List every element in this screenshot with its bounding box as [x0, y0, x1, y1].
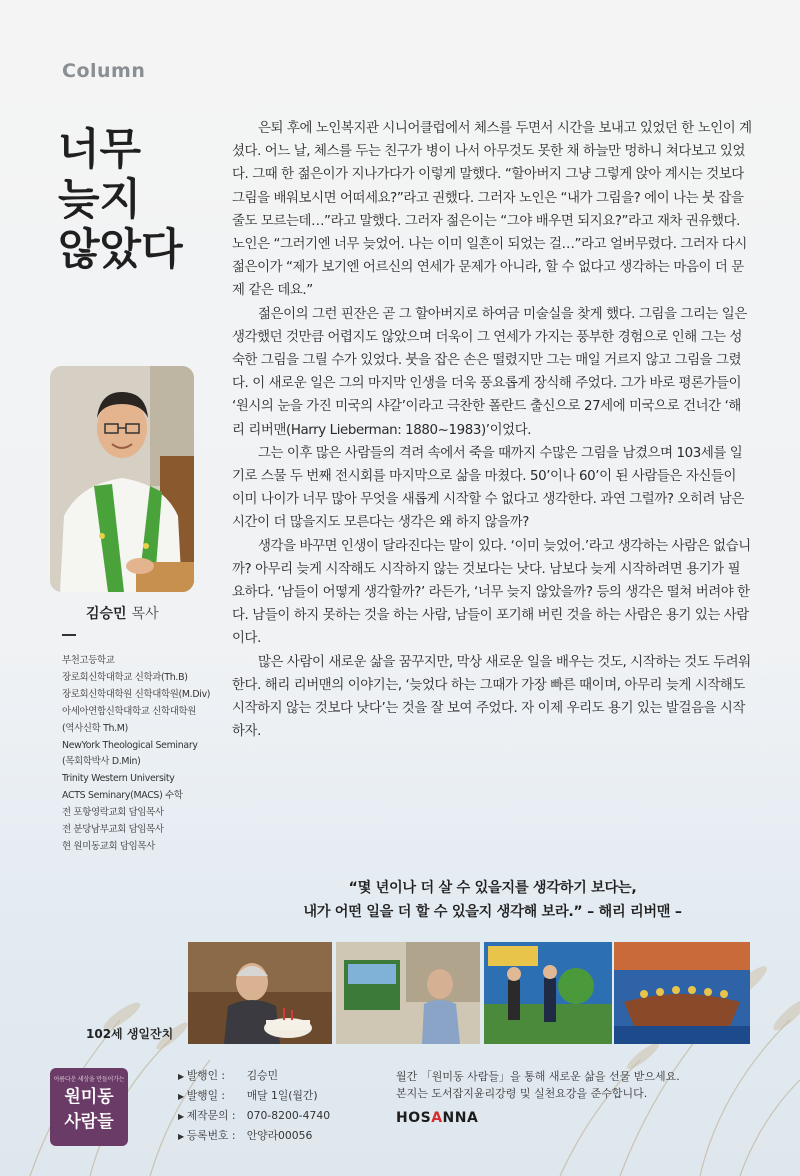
title-line: 않았다 — [58, 225, 183, 275]
bio-item: 장로회신학대학원 신학대학원(M.Div) — [62, 688, 211, 700]
pastor-portrait-image — [50, 366, 194, 592]
title-line: 너무 — [58, 125, 142, 175]
author-portrait — [50, 366, 194, 592]
body-paragraph: 은퇴 후에 노인복지관 시니어클럽에서 체스를 두면서 시간을 보내고 있었던 한 노인이 계셨다. 어느 날, 체스를 두는 친구가 병이 나서 아무것도 못한 채 하늘만 멍하니 쳐다보고 있었다. 그때 한 젊은이가 지나가다가 이렇게 말했다. “할아버지 그냥 그렇게 앉아 계시는 것보다 그림을 배워보시면 어떠세요?”라고 권했다. 그러자 노인은 “내가 그림을? 에이 나는 붓 잡을 줄도 모르는데…”라고 말했다. 그러자 젊은이는 “그야 배우면 되지요?”라고 재차 권유했다. 노인은 “그러기엔 너무 늦었어. 나는 이미 일흔이 되었는 걸…”라고 얼버무렸다. 그러자 다시 젊은이가 “제가 보기엔 어르신의 연세가 문제가 아니라, 할 수 없다고 생각하는 마음이 더 문제 같은 데요.” — [232, 121, 752, 299]
info-label: 발행인 : — [186, 1069, 226, 1082]
printer-logo-part: HOS — [396, 1110, 432, 1126]
info-value: 김승민 — [246, 1069, 278, 1082]
printer-logo — [396, 1110, 478, 1126]
notice-line: 월간 「원미동 사람들」을 통해 새로운 삶을 선물 받으세요. — [396, 1070, 680, 1083]
lieberman-painting-1 — [484, 942, 612, 1044]
info-value: 안양라00056 — [246, 1129, 313, 1142]
divider — [62, 634, 76, 636]
birthday-party-image — [188, 942, 332, 1044]
info-value: 070-8200-4740 — [246, 1109, 331, 1122]
author-role: 목사 — [131, 606, 159, 622]
bio-item: ACTS Seminary(MACS) 수학 — [62, 790, 183, 802]
bio-item: 전 포항영락교회 담임목사 — [62, 807, 164, 819]
pull-quote — [210, 876, 775, 924]
title-line: 늦지 — [58, 175, 142, 225]
body-paragraph: 많은 사람이 새로운 삶을 꿈꾸지만, 막상 새로운 일을 배우는 것도, 시작하는 것도 두려워한다. 해리 리버맨의 이야기는, ‘늦었다 하는 그때가 가장 빠른 때이며, 아무리 늦게 시작해도 시작하지 않는 것보다 낫다’는 것을 잘 보여 주었다. 자 이제 우리도 용기 있는 발걸음을 시작하자. — [232, 654, 751, 740]
body-paragraph: 그는 이후 많은 사람들의 격려 속에서 죽을 때까지 수많은 그림을 남겼으며 103세를 일기로 스물 두 번째 전시회를 마지막으로 삶을 마쳤다. 50’이나 60’이 된 사람들은 자신들이 이미 나이가 너무 많아 무엇을 새롭게 시작할 수 없다고 생각한다. 과연 그럴까? 오히려 남은 시간이 더 많을지도 모른다는 생각은 왜 하지 않을까? — [232, 445, 744, 531]
inquiry-row — [178, 1106, 330, 1126]
quote-line: “몇 년이나 더 살 수 있을지를 생각하기 보다는, — [348, 880, 637, 896]
bio-item: 장로회신학대학교 신학과(Th.B) — [62, 671, 188, 683]
photo-birthday-party — [188, 942, 332, 1044]
logo-line: 사람들 — [64, 1112, 114, 1132]
printer-logo-part: NNA — [442, 1110, 479, 1126]
publication-info — [178, 1066, 330, 1146]
author-name-text: 김승민 — [86, 606, 127, 622]
issue-date-row — [178, 1086, 330, 1106]
magazine-logo — [50, 1068, 128, 1146]
info-label: 등록번호 : — [186, 1129, 236, 1142]
publisher-row — [178, 1066, 330, 1086]
info-label: 발행일 : — [186, 1089, 226, 1102]
article-title — [58, 125, 183, 275]
logo-line: 원미동 — [64, 1087, 114, 1107]
bio-item: NewYork Theological Seminary — [62, 739, 198, 751]
bio-item: (역사신학 Th.M) — [62, 722, 128, 734]
lieberman-painting-2 — [614, 942, 750, 1044]
notice — [396, 1068, 680, 1102]
bio-item: 부천고등학교 — [62, 655, 115, 666]
printer-logo-part: A — [431, 1110, 443, 1126]
article-body — [232, 117, 752, 743]
section-label: Column — [62, 60, 146, 82]
body-paragraph: 생각을 바꾸면 인생이 달라진다는 말이 있다. ‘이미 늦었어.’라고 생각하는 사람은 없습니까? 아무리 늦게 시작해도 시작하지 않는 것보다는 낫다. 남보다 늦게 시작하려면 용기가 필요하다. ‘남들이 어떻게 생각할까?’ 라든가, ‘너무 늦지 않았을까? 등의 생각은 떨쳐 버려야 한다. 남들이 하지 못하는 것을 하는 사람, 남들이 포기해 버린 것을 하는 사람은 용기 있는 사람이다. — [232, 538, 751, 647]
bio-item: 아세아연합신학대학교 신학대학원 — [62, 705, 197, 717]
bio-item: 현 원미동교회 담임목사 — [62, 840, 155, 852]
info-value: 매달 1일(월간) — [246, 1089, 318, 1102]
registration-row — [178, 1126, 330, 1146]
info-label: 제작문의 : — [186, 1109, 236, 1122]
bio-item: Trinity Western University — [62, 773, 175, 785]
quote-line: 내가 어떤 일을 더 할 수 있을지 생각해 보라.” – 해리 리버맨 – — [303, 904, 682, 920]
bio-item: (목회학박사 D.Min) — [62, 756, 141, 768]
bio-item: 전 분당남부교회 담임목사 — [62, 824, 164, 836]
notice-line: 본지는 도서잡지윤리강령 및 실천요강을 준수합니다. — [396, 1087, 648, 1100]
body-paragraph: 젊은이의 그런 핀잔은 곧 그 할아버지로 하여금 미술실을 찾게 했다. 그림을 그리는 일은 생각했던 것만큼 어렵지도 않았으며 더욱이 그 연세가 가지는 풍부한 경험으로 인해 그는 성숙한 그림을 그릴 수가 있었다. 붓을 잡은 손은 떨렸지만 그는 매일 거르지 않고 그림을 그렸다. 이 새로운 일은 그의 마지막 인생을 더욱 풍요롭게 장식해 주었다. 그가 바로 평론가들이 ‘원시의 눈을 가진 미국의 샤갈’이라고 극찬한 폴란드 출신으로 27세에 미국으로 건너간 ‘해리 리버맨(Harry Lieberman: 1880~1983)’이었다. — [232, 306, 747, 438]
photo-artwork-1 — [484, 942, 612, 1044]
photo-caption: 102세 생일잔치 — [86, 1027, 174, 1041]
photo-painting — [336, 942, 480, 1044]
author-bio — [62, 653, 210, 856]
logo-subtitle: 아름다운 세상을 만들어가는 — [53, 1076, 125, 1083]
photo-artwork-2 — [614, 942, 750, 1044]
painting-image — [336, 942, 480, 1044]
author-name — [86, 603, 159, 623]
